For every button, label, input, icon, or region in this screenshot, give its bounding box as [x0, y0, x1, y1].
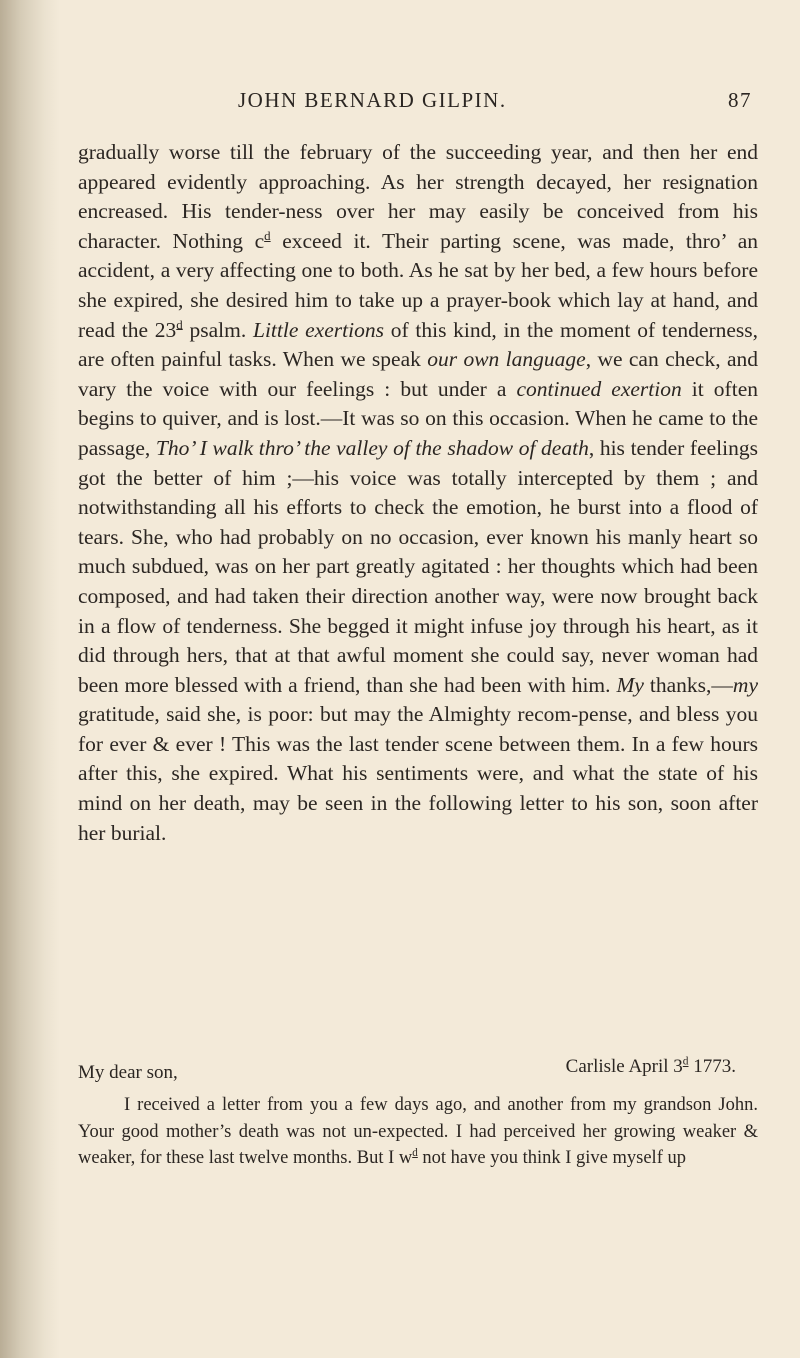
superscript: d	[176, 317, 183, 332]
paragraph-text	[78, 138, 758, 848]
letter-heading	[78, 1054, 758, 1092]
text-run: gradually worse till the february of the succeeding year, and then her end appeared evidently approaching. As her strength decayed, her resignation encreased. His tender-ness over her may easily be conceived from his character. Nothing c	[78, 140, 758, 253]
running-head	[78, 88, 758, 114]
superscript: d	[264, 228, 271, 243]
italic-phrase: My	[616, 672, 644, 697]
book-gutter-shadow	[0, 0, 60, 1358]
text-run: not have you think I give myself up	[417, 1148, 686, 1168]
page-number: 87	[728, 88, 752, 112]
text-run: , his tender feelings got the better of him ;—his voice was totally intercepted by them ; and notwithstanding all his efforts to check the emotion, he burst into a flood of tears. She, who had probably on no occasion, ever known his manly heart so much subdued, was on her part greatly agitated : her thoughts which had been composed, and had taken their direction another way, were now brought back in a flow of tenderness. She begged it might infuse joy through his heart, as it did through hers, that at that awful moment she could say, never woman had been more blessed with a friend, than she had been with him.	[78, 435, 758, 697]
text-run: thanks,—	[643, 672, 733, 697]
text-run: of this kind, in the moment of tenderness, are often painful tasks. When we speak	[78, 317, 759, 372]
text-run: gratitude, said she, is poor: but may the Almighty recom-pense, and bless you for ever & ever ! This was the last tender scene between them. In a few hours after this, she expired. What his sentiments were, and what the state of his mind on her death, may be seen in the following letter to his son, soon after her burial.	[78, 702, 758, 845]
text-run: it often begins to quiver, and is lost.—It was so on this occasion. When he came to the passage,	[78, 376, 758, 460]
dateline-year: 1773.	[688, 1056, 736, 1077]
text-run: , we can check, and vary the voice with our feelings : but under a	[78, 347, 758, 401]
running-head-title: JOHN BERNARD GILPIN.	[238, 88, 507, 112]
text-run: I received a letter from you a few days ago, and another from my grandson John. Your good mother’s death was not un-expected. I had perceived her growing weaker & weaker, for these last twelve months. But I w	[78, 1095, 758, 1168]
superscript: d	[412, 1146, 418, 1159]
dateline-place: Carlisle April 3	[565, 1056, 683, 1077]
italic-phrase: my	[732, 672, 758, 697]
superscript: d	[682, 1055, 689, 1068]
main-paragraph	[78, 138, 758, 848]
letter-dateline	[566, 1054, 736, 1081]
letter-salutation: My dear son,	[78, 1062, 178, 1083]
italic-quotation: Tho’ I walk thro’ the valley of the shadow of death	[155, 435, 589, 460]
text-run: exceed it. Their parting scene, was made, thro’ an accident, a very affecting one to both. As he sat by her bed, a few hours before she expired, she desired him to take up a prayer-book which lay at hand, and read the 23	[78, 228, 758, 342]
text-run: psalm.	[182, 317, 253, 342]
italic-phrase: Little exertions	[252, 317, 384, 342]
letter-body	[78, 1092, 758, 1172]
italic-phrase: our own language	[427, 347, 586, 372]
italic-phrase: continued exertion	[516, 376, 682, 401]
letter	[78, 1054, 758, 1172]
